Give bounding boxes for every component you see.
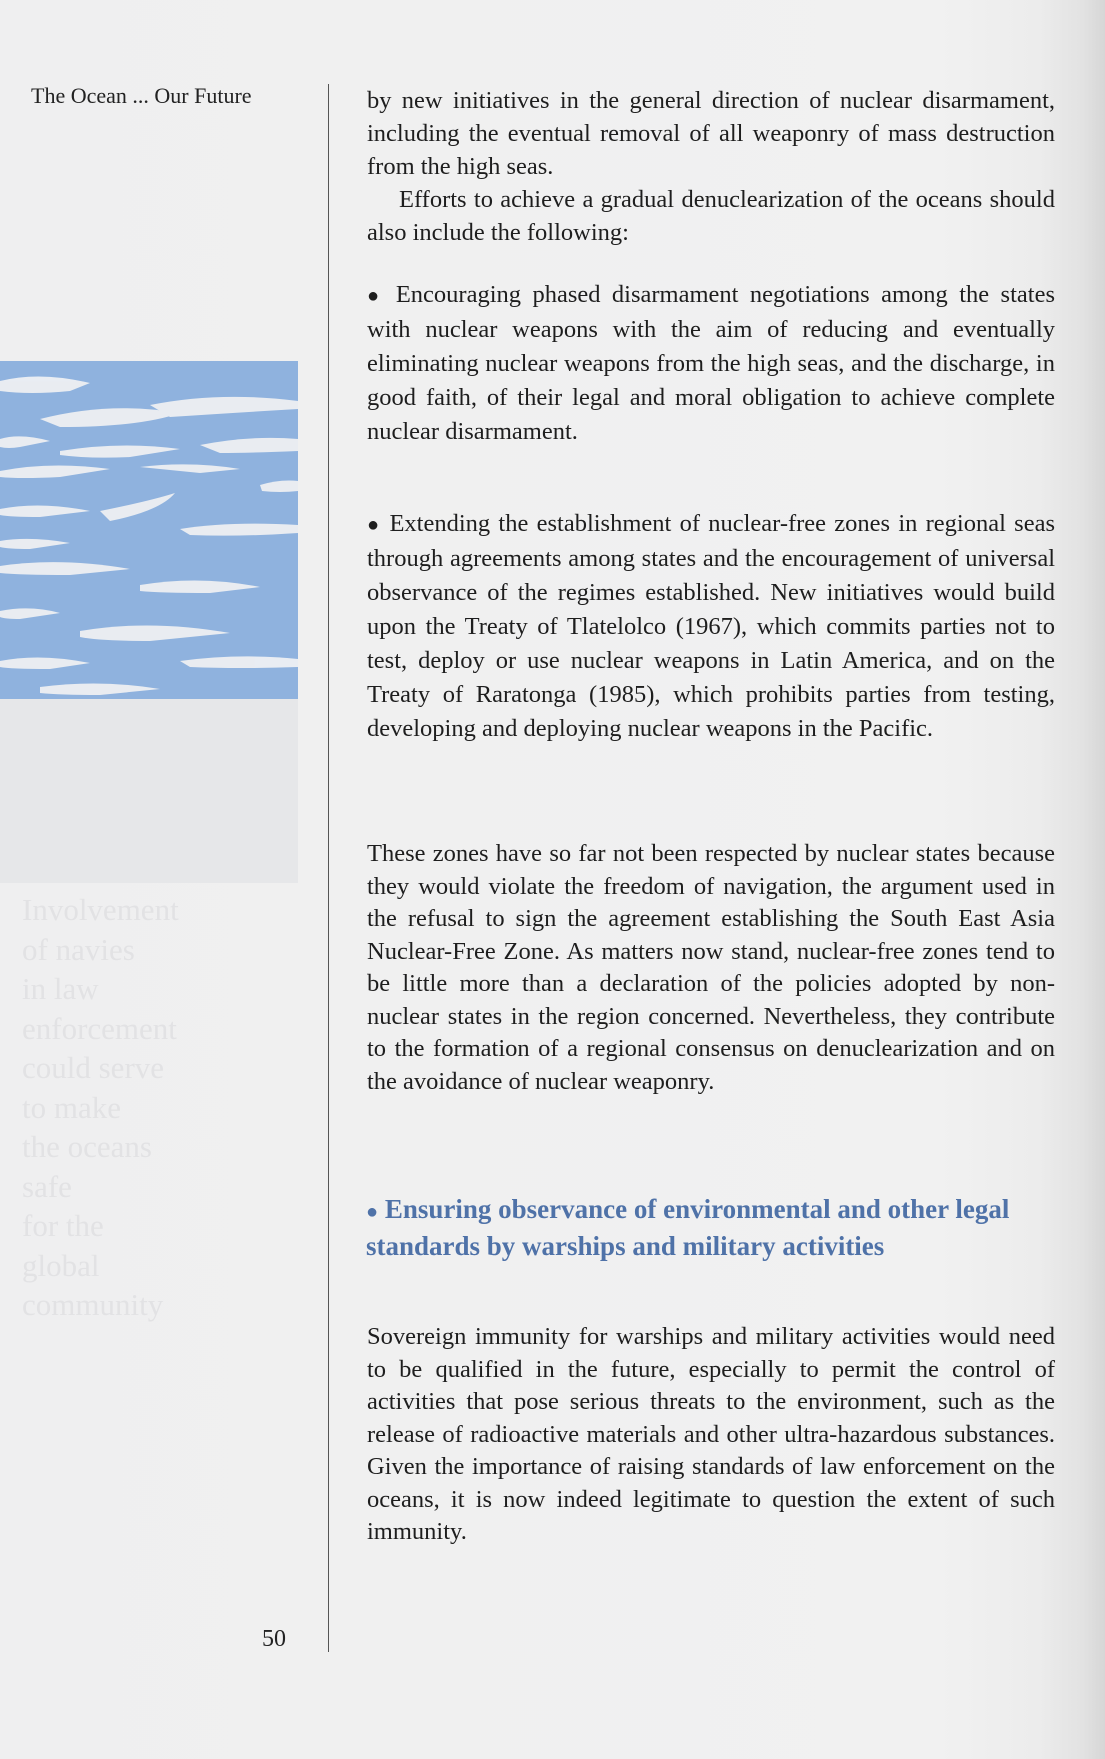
- pull-quote-line: Involvement: [22, 892, 179, 927]
- intro-block: [367, 84, 1055, 249]
- paragraph: These zones have so far not been respected by nuclear states because they would violate the freedom of navigation, the argument used in the refusal to sign the agreement establishing the South East Asia Nuclear-Free Zone. As matters now stand, nuclear-free zones tend to be little more than a declaration of the policies adopted by non-nuclear states in the region concerned. Nevertheless, they contribute to the formation of a regional consensus on denuclearization and on the avoidance of nuclear weaponry.: [367, 840, 1055, 1095]
- pull-quote-line: for the: [22, 1208, 104, 1243]
- running-head: The Ocean ... Our Future: [31, 83, 252, 108]
- paragraph: Efforts to achieve a gradual denuclearization of the oceans should also include the following:: [367, 186, 1055, 246]
- paragraph: Sovereign immunity for warships and military activities would need to be qualified in the future, especially to permit the control of activities that pose serious threats to the environment, such as the release of radioactive materials and other ultra-hazardous substances. Given the importance of raising standards of law enforcement on the oceans, it is now indeed legitimate to question the extent of such immunity.: [367, 1323, 1055, 1545]
- page-number: 50: [262, 1626, 286, 1652]
- pull-quote-line: of navies: [22, 931, 135, 967]
- pull-quote: [22, 890, 179, 1325]
- bullet-text: Encouraging phased disarmament negotiations among the states with nuclear weapons with the aim of reducing and eventually eliminating nuclear weapons from the high seas, and the discharge, in good faith, of their legal and moral obligation to achieve complete nuclear disarmament.: [367, 281, 1055, 445]
- faded-photo-area: [0, 699, 298, 883]
- bullet-icon: ●: [367, 514, 382, 536]
- ocean-photo: [0, 361, 298, 699]
- column-divider: [328, 84, 329, 1652]
- pull-quote-line: could serve: [22, 1050, 165, 1085]
- bullet-item: [367, 507, 1055, 746]
- section-heading-text: Ensuring observance of environmental and other legal standards by warships and military activities: [366, 1194, 1010, 1261]
- section-heading: [366, 1192, 1056, 1263]
- pull-quote-line: community: [22, 1287, 164, 1322]
- pull-quote-line: in law: [22, 971, 99, 1006]
- bullet-icon: ●: [366, 1201, 379, 1223]
- pull-quote-line: the oceans: [22, 1129, 152, 1164]
- bullet-text: Extending the establishment of nuclear-free zones in regional seas through agreements among states and the encouragement of universal observance of the regimes established. New initiatives would build upon the Treaty of Tlatelolco (1967), which commits parties not to test, deploy or use nuclear weapons in Latin America, and on the Treaty of Raratonga (1985), which prohibits parties from testing, developing and deploying nuclear weapons in the Pacific.: [367, 510, 1055, 742]
- bullet-item: [367, 278, 1055, 449]
- pull-quote-line: safe: [22, 1168, 72, 1204]
- paragraph: by new initiatives in the general direction of nuclear disarmament, including the eventual removal of all weaponry of mass destruction from the high seas.: [367, 87, 1055, 180]
- pull-quote-line: to make: [22, 1089, 121, 1125]
- pull-quote-line: enforcement: [22, 1010, 177, 1046]
- bullet-icon: ●: [367, 285, 385, 307]
- pull-quote-line: global: [22, 1247, 100, 1283]
